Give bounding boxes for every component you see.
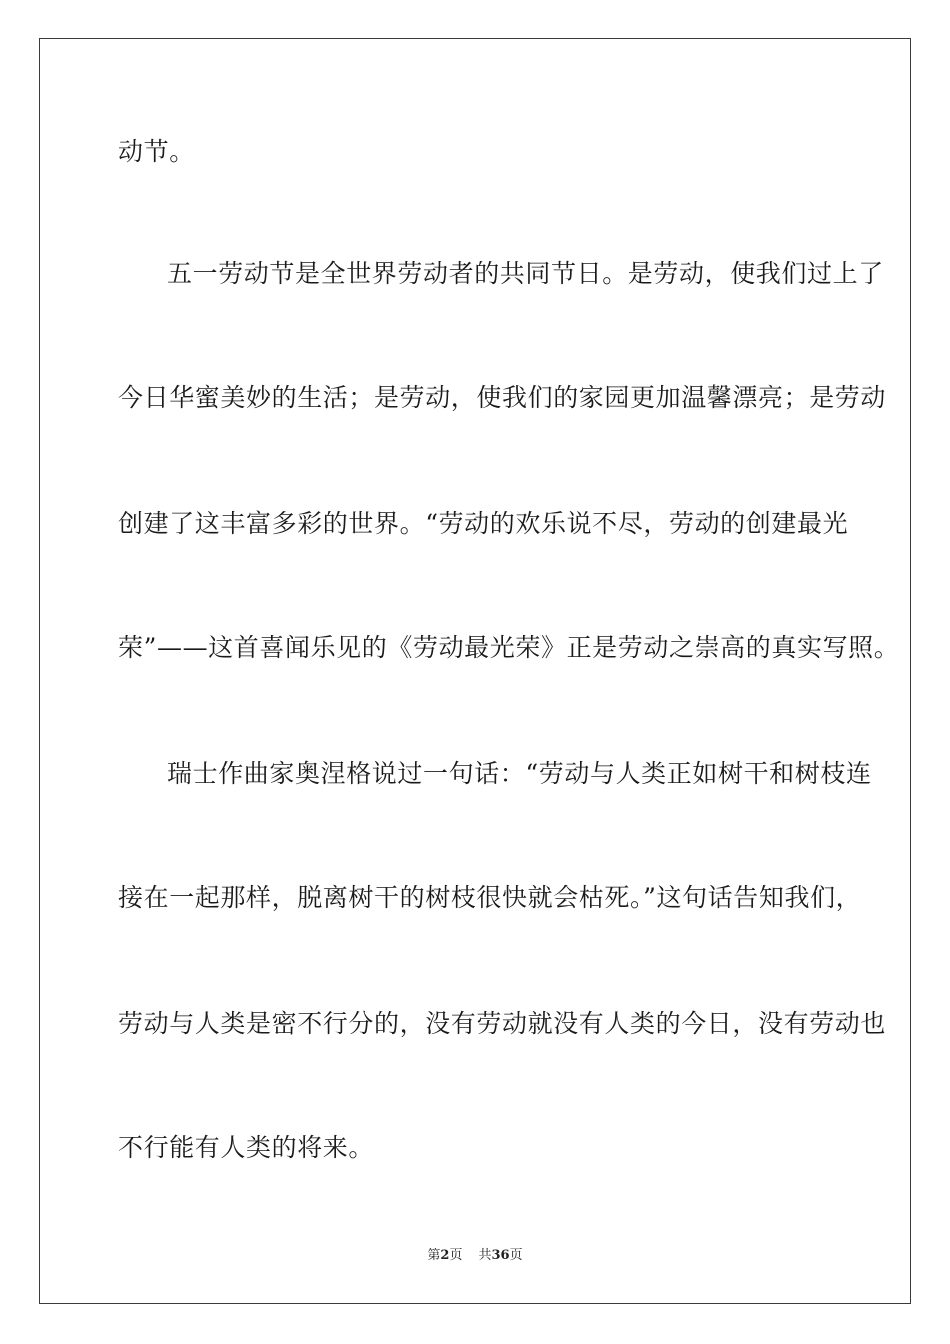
paragraph-line: 荣”——这首喜闻乐见的《劳动最光荣》正是劳动之崇高的真实写照。 bbox=[118, 633, 900, 662]
total-pages: 36 bbox=[491, 1248, 510, 1263]
paragraph-line: 动节。 bbox=[118, 137, 195, 166]
paragraph-line: 今日华蜜美妙的生活；是劳动，使我们的家园更加温馨漂亮；是劳动 bbox=[118, 383, 887, 412]
paragraph-line: 劳动与人类是密不行分的，没有劳动就没有人类的今日，没有劳动也 bbox=[118, 1009, 887, 1038]
paragraph-line: 瑞士作曲家奥涅格说过一句话：“劳动与人类正如树干和树枝连 bbox=[167, 759, 872, 788]
paragraph-line: 不行能有人类的将来。 bbox=[118, 1133, 375, 1162]
total-prefix: 共 bbox=[478, 1248, 492, 1263]
paragraph-line: 创建了这丰富多彩的世界。“劳动的欢乐说不尽，劳动的创建最光 bbox=[118, 509, 849, 538]
paragraph-line: 五一劳动节是全世界劳动者的共同节日。是劳动，使我们过上了 bbox=[167, 259, 884, 288]
page-footer bbox=[0, 1247, 950, 1265]
total-suffix: 页 bbox=[509, 1248, 523, 1263]
page-border bbox=[39, 38, 911, 1304]
page-suffix: 页 bbox=[449, 1248, 463, 1263]
page-number: 2 bbox=[440, 1248, 450, 1263]
paragraph-line: 接在一起那样，脱离树干的树枝很快就会枯死。”这句话告知我们， bbox=[118, 883, 862, 912]
page-prefix: 第 bbox=[427, 1248, 441, 1263]
